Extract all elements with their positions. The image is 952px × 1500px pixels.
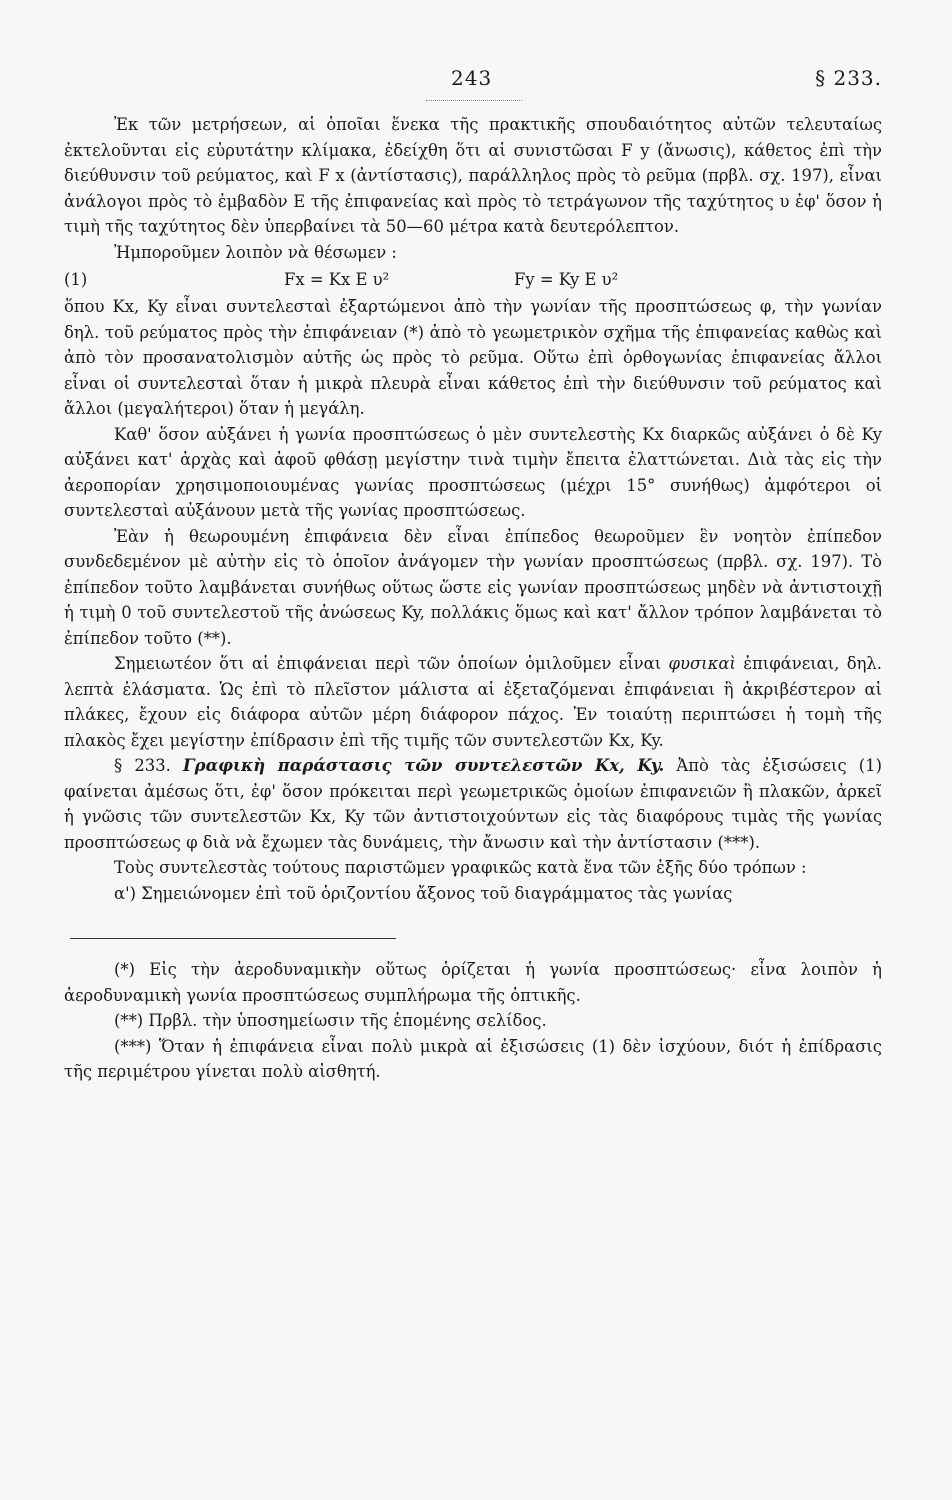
section-title: Γραφικὴ παράστασις τῶν συντελεστῶν Kx, Ky. xyxy=(183,756,665,775)
section-number: § 233. xyxy=(114,756,171,775)
footnote-divider xyxy=(70,938,396,939)
paragraph-8: Τοὺς συντελεστὰς τούτους παριστῶμεν γραφικῶς κατὰ ἕνα τῶν ἑξῆς δύο τρόπων : xyxy=(114,858,807,877)
paragraph-3: ὅπου Kx, Ky εἶναι συντελεσταὶ ἐξαρτώμενοι ἀπὸ τὴν γωνίαν τῆς προσπτώσεως φ, τὴν γωνίαν δηλ. τοῦ ρεύματος πρὸς τὴν ἐπιφάνειαν (*) ἀπὸ τὸ γεωμετρικὸν σχῆμα τῆς ἐπιφανείας καθὼς καὶ ἀπὸ τὸν προσανατολισμὸν αὐτῆς ὡς πρὸς τὸ ρεῦμα. Οὕτω ἐπὶ ὀρθογωνίας ἐπιφανείας ἄλλοι εἶναι οἱ συντελεσταὶ ὅταν ἡ μικρὰ πλευρὰ εἶναι κάθετος ἐπὶ τὴν διεύθυνσιν τοῦ ρεύματος καὶ ἄλλοι (μεγαλήτεροι) ὅταν ἡ μεγάλη. xyxy=(64,297,882,418)
page-number: 243 xyxy=(451,66,493,90)
paragraph-4: Καθ' ὅσον αὐξάνει ἡ γωνία προσπτώσεως ὁ μὲν συντελεστὴς Kx διαρκῶς αὐξάνει ὁ δὲ Ky αὐξάνει κατ' ἀρχὰς καὶ ἀφοῦ φθάσῃ μεγίστην τινὰ τιμὴν ἔπειτα ἐλαττώνεται. Διὰ τὰς εἰς τὴν ἀεροπορίαν χρησιμοποιουμένας γωνίας προσπτώσεως (μέχρι 15° συνήθως) ἀμφότεροι οἱ συντελεσταὶ αὐξάνουν μετὰ τῆς γωνίας προσπτώσεως. xyxy=(64,424,882,520)
footnote-3: (***) Ὅταν ἡ ἐπιφάνεια εἶναι πολὺ μικρὰ αἱ ἐξισώσεις (1) δὲν ἰσχύουν, διότ ἡ ἐπίδρασις τῆς περιμέτρου γίνεται πολὺ αἰσθητή. xyxy=(64,1036,882,1081)
paragraph-1: Ἐκ τῶν μετρήσεων, αἱ ὁποῖαι ἕνεκα τῆς πρακτικῆς σπουδαιότητος αὐτῶν τελευταίως ἐκτελοῦνται εἰς εὐρυτάτην κλίμακα, ἐδείχθη ὅτι αἱ συνιστῶσαι F y (ἄνωσις), κάθετος ἐπὶ τὴν διεύθυνσιν τοῦ ρεύματος, καὶ F x (ἀντίστασις), παράλληλος πρὸς τὸ ρεῦμα (πρβλ. σχ. 197), εἶναι ἀνάλογοι πρὸς τὸ ἐμβαδὸν E τῆς ἐπιφανείας καὶ πρὸς τὸ τετράγωνον τῆς ταχύτητος υ ἐφ' ὅσον ἡ τιμὴ τῆς ταχύτητος δὲν ὑπερβαίνει τὰ 50—60 μέτρα κατὰ δευτερόλεπτον. xyxy=(64,115,882,236)
paragraph-9: α') Σημειώνομεν ἐπὶ τοῦ ὁριζοντίου ἄξονος τοῦ διαγράμματος τὰς γωνίας xyxy=(114,883,733,903)
paragraph-6-text-b: ἐπιφάνειαι, δηλ. λεπτὰ ἐλάσματα. Ὡς ἐπὶ τὸ πλεῖστον μάλιστα αἱ ἐξεταζόμεναι ἐπιφάνειαι ἢ ἀκριβέστερον αἱ πλάκες, ἔχουν εἰς διάφορα αὐτῶν μέρη διάφορον πάχος. Ἐν τοιαύτῃ περιπτώσει ἡ τομὴ τῆς πλακὸς ἔχει μεγίστην ἐπίδρασιν ἐπὶ τῆς τιμῆς τῶν συντελεστῶν Kx, Ky. xyxy=(64,654,882,750)
paragraph-6-text-a: Σημειωτέον ὅτι αἱ ἐπιφάνειαι περὶ τῶν ὁποίων ὁμιλοῦμεν εἶναι xyxy=(114,654,669,673)
section-reference: § 233. xyxy=(815,66,882,90)
footnote-2: (**) Πρβλ. τὴν ὑποσημείωσιν τῆς ἑπομένης σελίδος. xyxy=(114,1011,547,1030)
equation-label: (1) xyxy=(64,270,88,289)
equation-1 xyxy=(64,265,882,294)
paragraph-7 xyxy=(64,753,882,855)
book-page xyxy=(64,60,882,1085)
footnote-1: (*) Εἰς τὴν ἀεροδυναμικὴν οὕτως ὁρίζεται ἡ γωνία προσπτώσεως· εἶνα λοιπὸν ἡ ἀεροδυναμικὴ γωνία προσπτώσεως συμπλήρωμα τῆς ὀπτικῆς. xyxy=(64,960,882,1005)
paragraph-2: Ἠμποροῦμεν λοιπὸν νὰ θέσωμεν : xyxy=(114,242,397,262)
paragraph-7-text: Ἀπὸ τὰς ἐξισώσεις (1) φαίνεται ἀμέσως ὅτι, ἐφ' ὅσον πρόκειται περὶ γεωμετρικῶς ὁμοίων ἐπιφανειῶν ἢ πλακῶν, ἀρκεῖ ἡ γνῶσις τῶν συντελεστῶν Kx, Ky τῶν ἀντιστοιχούντων εἰς τὰς διαφόρους τιμὰς τῆς γωνίας προσπτώσεως φ διὰ νὰ ἔχωμεν τὰς δυνάμεις, τὴν ἄνωσιν καὶ τὴν ἀντίστασιν (***). xyxy=(64,756,882,852)
paragraph-6 xyxy=(64,651,882,753)
page-header xyxy=(64,60,882,112)
body-text xyxy=(64,112,882,906)
header-rule xyxy=(426,100,522,101)
footnotes xyxy=(64,957,882,1085)
paragraph-5: Ἐὰν ἡ θεωρουμένη ἐπιφάνεια δὲν εἶναι ἐπίπεδος θεωροῦμεν ἓν νοητὸν ἐπίπεδον συνδεδεμένον μὲ αὐτὴν εἰς τὸ ὁποῖον ἀνάγομεν τὴν γωνίαν προσπτώσεως (πρβλ. σχ. 197). Τὸ ἐπίπεδον τοῦτο λαμβάνεται συνήθως οὕτως ὥστε εἰς γωνίαν προσπτώσεως μηδὲν νὰ ἀντιστοιχῇ ἡ τιμὴ 0 τοῦ συντελεστοῦ τῆς ἀνώσεως Ky, πολλάκις ὅμως καὶ κατ' ἄλλον τρόπον λαμβάνεται τὸ ἐπίπεδον τοῦτο (**). xyxy=(64,526,882,648)
paragraph-6-italic: φυσικαὶ xyxy=(668,654,736,673)
equation-fx: Fx = Kx E υ² xyxy=(284,270,390,289)
equation-fy: Fy = Ky E υ² xyxy=(514,270,619,289)
